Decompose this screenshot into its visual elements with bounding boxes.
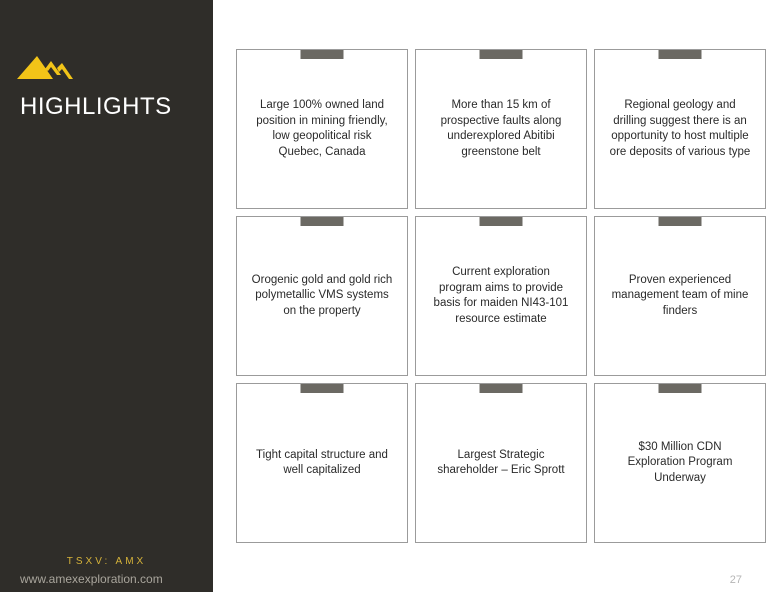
card-tab xyxy=(659,217,702,226)
card-text: Tight capital structure and well capitalized xyxy=(256,448,388,476)
highlight-card xyxy=(415,216,587,376)
page-number: 27 xyxy=(729,574,742,586)
highlight-card xyxy=(594,383,766,543)
highlight-card xyxy=(236,383,408,543)
card-tab xyxy=(659,50,702,59)
card-tab xyxy=(301,50,344,59)
card-text: More than 15 km of prospective faults along underexplored Abitibi greenstone belt xyxy=(440,99,562,158)
highlight-card xyxy=(415,49,587,209)
card-tab xyxy=(480,50,523,59)
highlight-card xyxy=(415,383,587,543)
mountain-logo-icon xyxy=(17,53,75,81)
card-text: Largest Strategic shareholder – Eric Sprott xyxy=(437,448,565,476)
page-title: HIGHLIGHTS xyxy=(20,93,172,120)
card-text: $30 Million CDN Exploration Program Underway xyxy=(627,440,733,484)
card-tab xyxy=(659,384,702,393)
highlight-card xyxy=(594,216,766,376)
card-text: Large 100% owned land position in mining friendly, low geopolitical risk Quebec, Canada xyxy=(256,99,388,158)
card-tab xyxy=(480,384,523,393)
card-text: Orogenic gold and gold rich polymetallic VMS systems on the property xyxy=(251,273,393,317)
highlight-card xyxy=(594,49,766,209)
highlight-card xyxy=(236,216,408,376)
sidebar xyxy=(0,0,213,592)
card-tab xyxy=(301,217,344,226)
card-tab xyxy=(301,384,344,393)
card-text: Current exploration program aims to provide basis for maiden NI43-101 resource estimate xyxy=(433,266,569,325)
website-link[interactable]: www.amexexploration.com xyxy=(20,572,163,586)
card-text: Regional geology and drilling suggest there is an opportunity to host multiple ore deposits of various type xyxy=(609,99,751,158)
highlight-card xyxy=(236,49,408,209)
ticker-symbol: TSXV: AMX xyxy=(66,556,147,567)
card-tab xyxy=(480,217,523,226)
card-text: Proven experienced management team of mine finders xyxy=(611,273,749,317)
